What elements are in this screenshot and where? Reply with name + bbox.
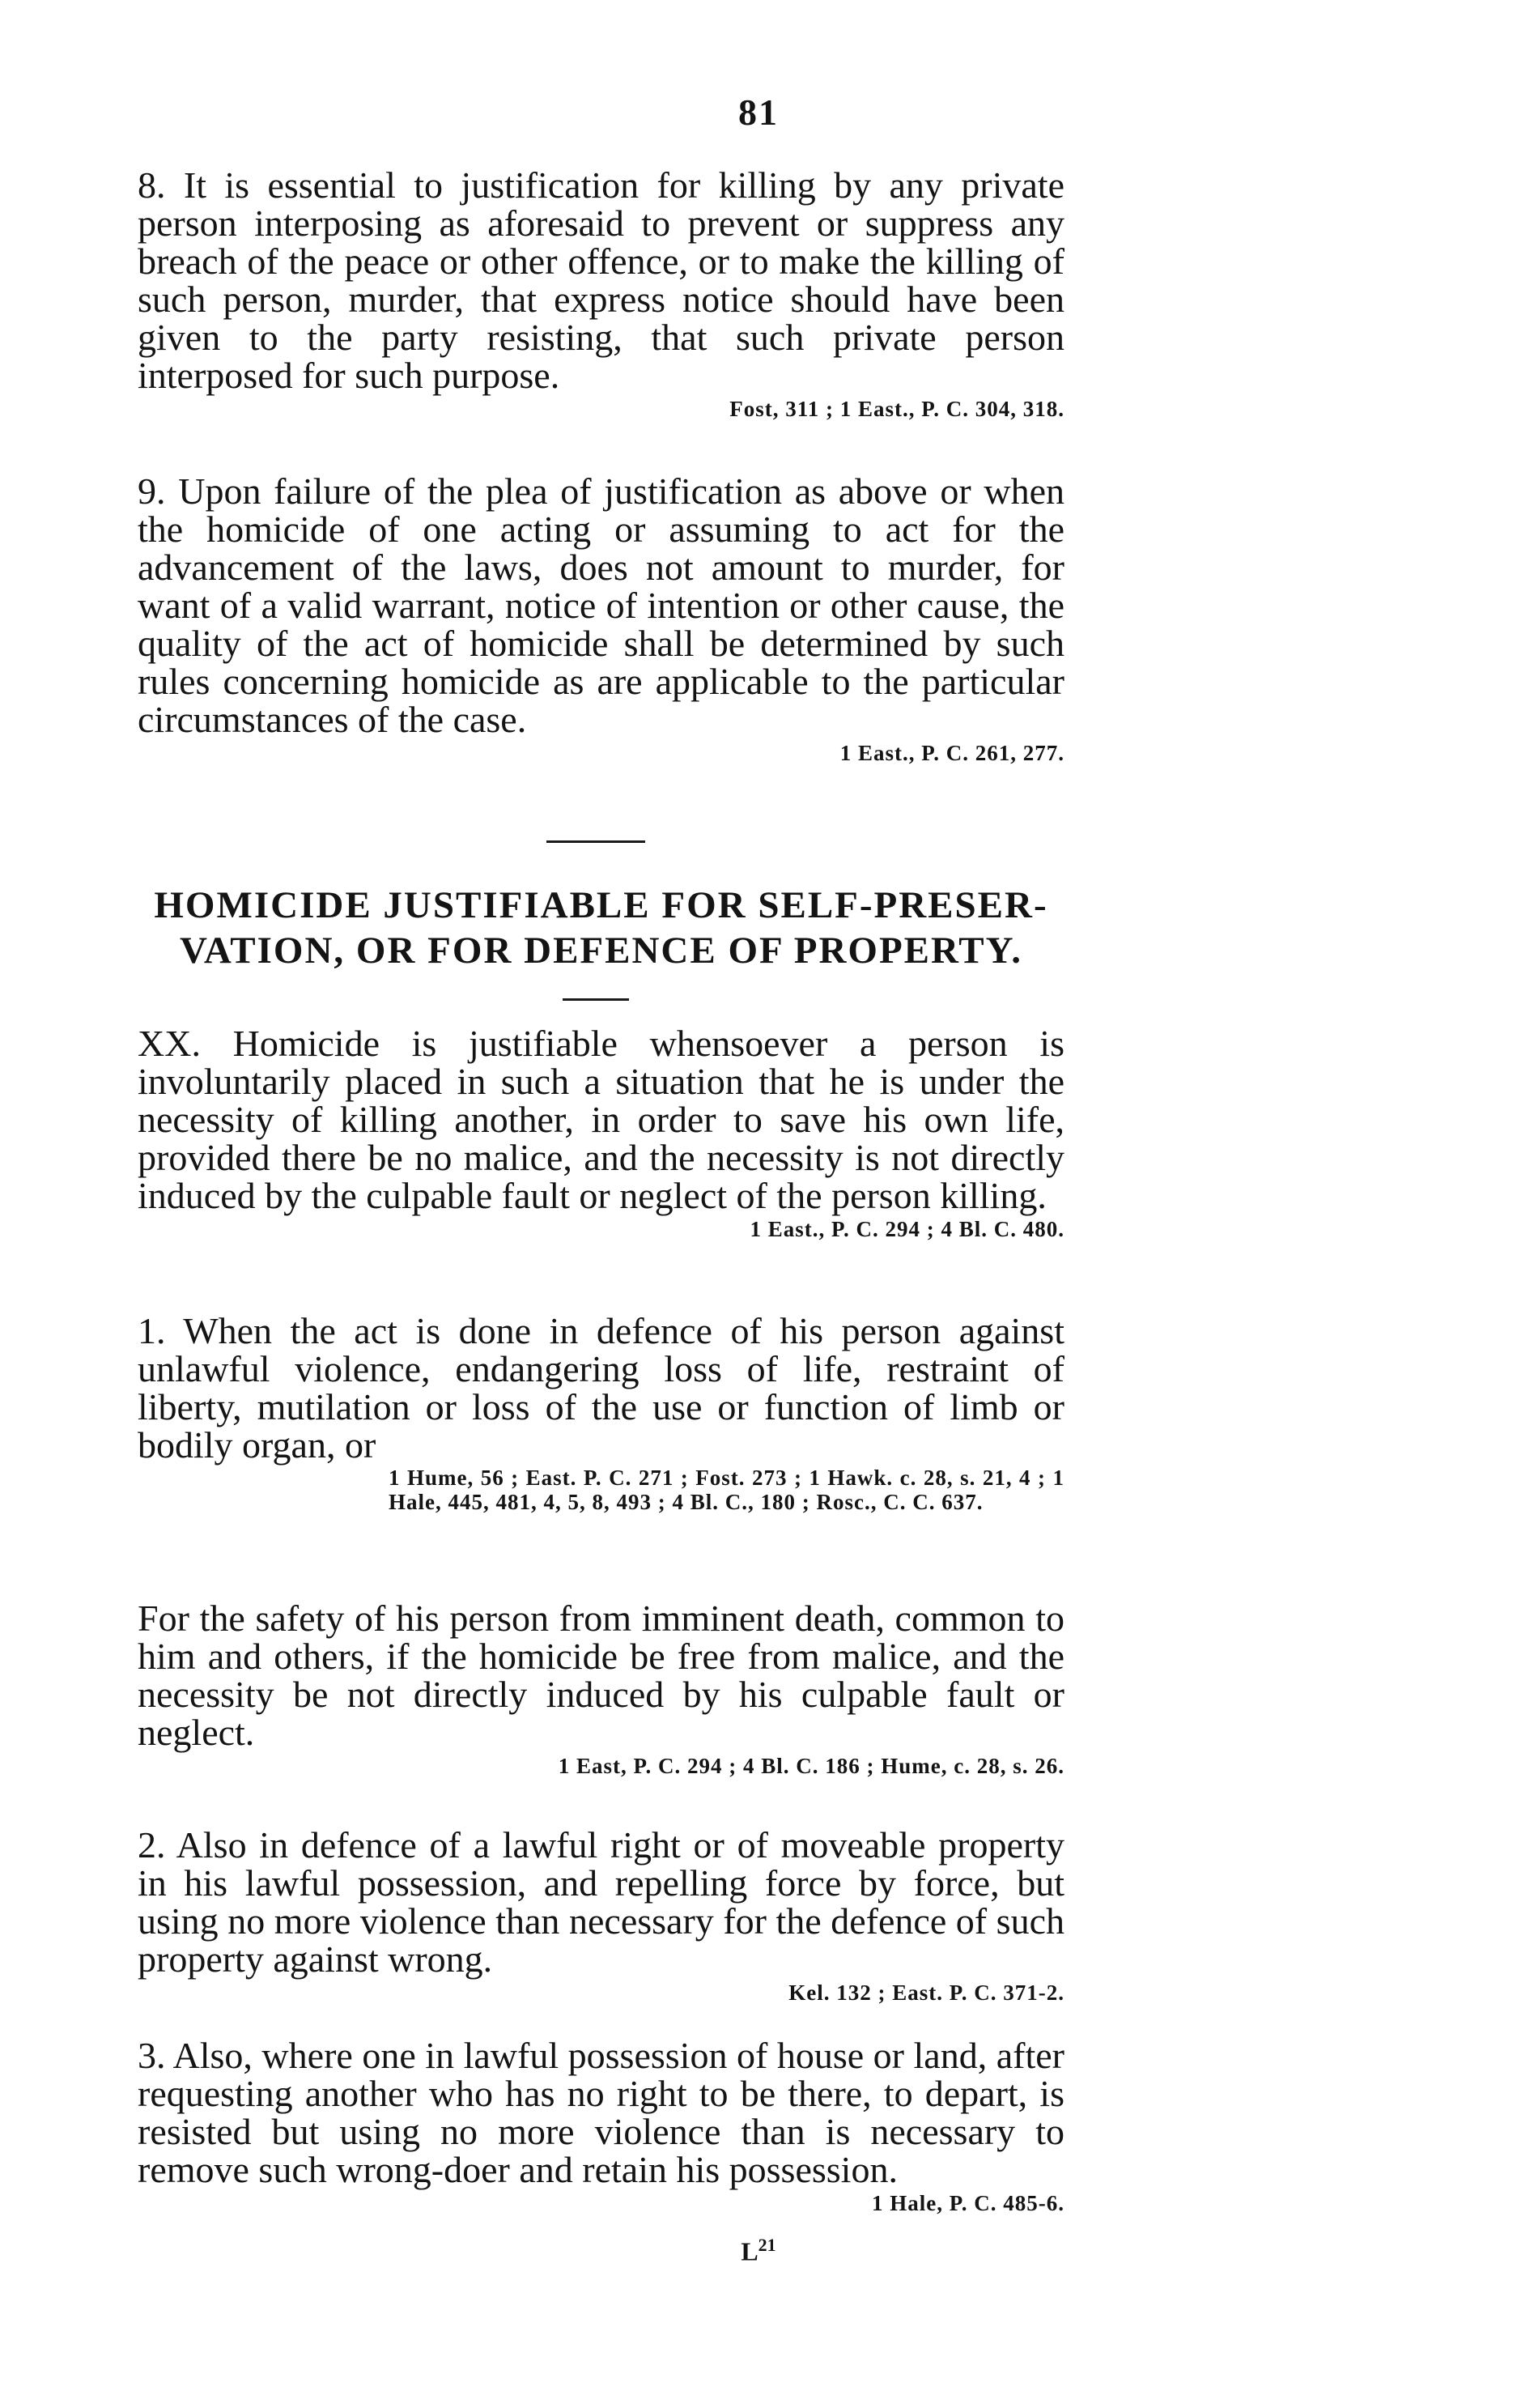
- section-8: [138, 166, 1064, 422]
- section-2: [138, 1826, 1064, 2006]
- paragraph-8: 8. It is essential to justification for killing by any private person interposing as aforesaid to prevent or suppress any breach of the peace or other offence, or to make the killing of such person, murder, that express notice should have been given to the party resisting, that such private person interposed for such purpose.: [138, 164, 1064, 396]
- page-number: 81: [738, 91, 779, 133]
- section-9: [138, 472, 1064, 766]
- citation-xx: 1 East., P. C. 294 ; 4 Bl. C. 480.: [750, 1217, 1064, 1241]
- section-heading: [138, 883, 1064, 973]
- heading-divider: [563, 998, 629, 1001]
- citation-9: 1 East., P. C. 261, 277.: [839, 741, 1064, 765]
- section-1: [138, 1312, 1064, 1514]
- paragraph-1: 1. When the act is done in defence of his person against unlawful violence, endangering loss of life, restraint of liberty, mutilation or loss of the use or function of limb or bodily organ, or: [138, 1310, 1064, 1466]
- citation-safety: 1 East, P. C. 294 ; 4 Bl. C. 186 ; Hume, c. 28, s. 26.: [558, 1754, 1064, 1778]
- citation-1: 1 Hume, 56 ; East. P. C. 271 ; Fost. 273 ; 1 Hawk. c. 28, s. 21, 4 ; 1 Hale, 445, 481, 4, 5, 8, 493 ; 4 Bl. C., 180 ; Rosc., C. C. 637.: [389, 1466, 1064, 1514]
- heading-line-1: HOMICIDE JUSTIFIABLE FOR SELF-PRESER-: [154, 884, 1048, 926]
- paragraph-9: 9. Upon failure of the plea of justification as above or when the homicide of one acting or assuming to act for the advancement of the laws, does not amount to murder, for want of a valid warrant, notice of intention or other cause, the quality of the act of homicide shall be determined by such rules concerning homicide as are applicable to the particular circumstances of the case.: [138, 470, 1064, 740]
- signature-letter: L: [741, 2236, 758, 2266]
- paragraph-3: 3. Also, where one in lawful possession of house or land, after requesting another who has no right to be there, to depart, is resisted but using no more violence than is necessary to remove such wrong-doer and retain his possession.: [138, 2035, 1064, 2190]
- section-safety: [138, 1599, 1064, 1779]
- citation-2: Kel. 132 ; East. P. C. 371-2.: [788, 1980, 1064, 2005]
- signature-mark: [0, 2235, 1517, 2267]
- section-3: [138, 2036, 1064, 2216]
- citation-3: 1 Hale, P. C. 485-6.: [872, 2191, 1064, 2215]
- signature-number: 21: [758, 2235, 776, 2255]
- citation-8: Fost, 311 ; 1 East., P. C. 304, 318.: [729, 397, 1064, 421]
- paragraph-xx: XX. Homicide is justifiable whensoever a person is involuntarily placed in such a situation that he is under the necessity of killing another, in order to save his own life, provided there be no malice, and the necessity is not directly induced by the culpable fault or neglect of the person killing.: [138, 1023, 1064, 1216]
- paragraph-safety: For the safety of his person from imminent death, common to him and others, if the homicide be free from malice, and the necessity be not directly induced by his culpable fault or neglect.: [138, 1598, 1064, 1753]
- heading-line-2: VATION, OR FOR DEFENCE OF PROPERTY.: [179, 930, 1023, 972]
- paragraph-2: 2. Also in defence of a lawful right or of moveable property in his lawful possession, and repelling force by force, but using no more violence than necessary for the defence of such property against wrong.: [138, 1824, 1064, 1980]
- section-divider: [546, 840, 645, 843]
- section-xx: [138, 1024, 1064, 1242]
